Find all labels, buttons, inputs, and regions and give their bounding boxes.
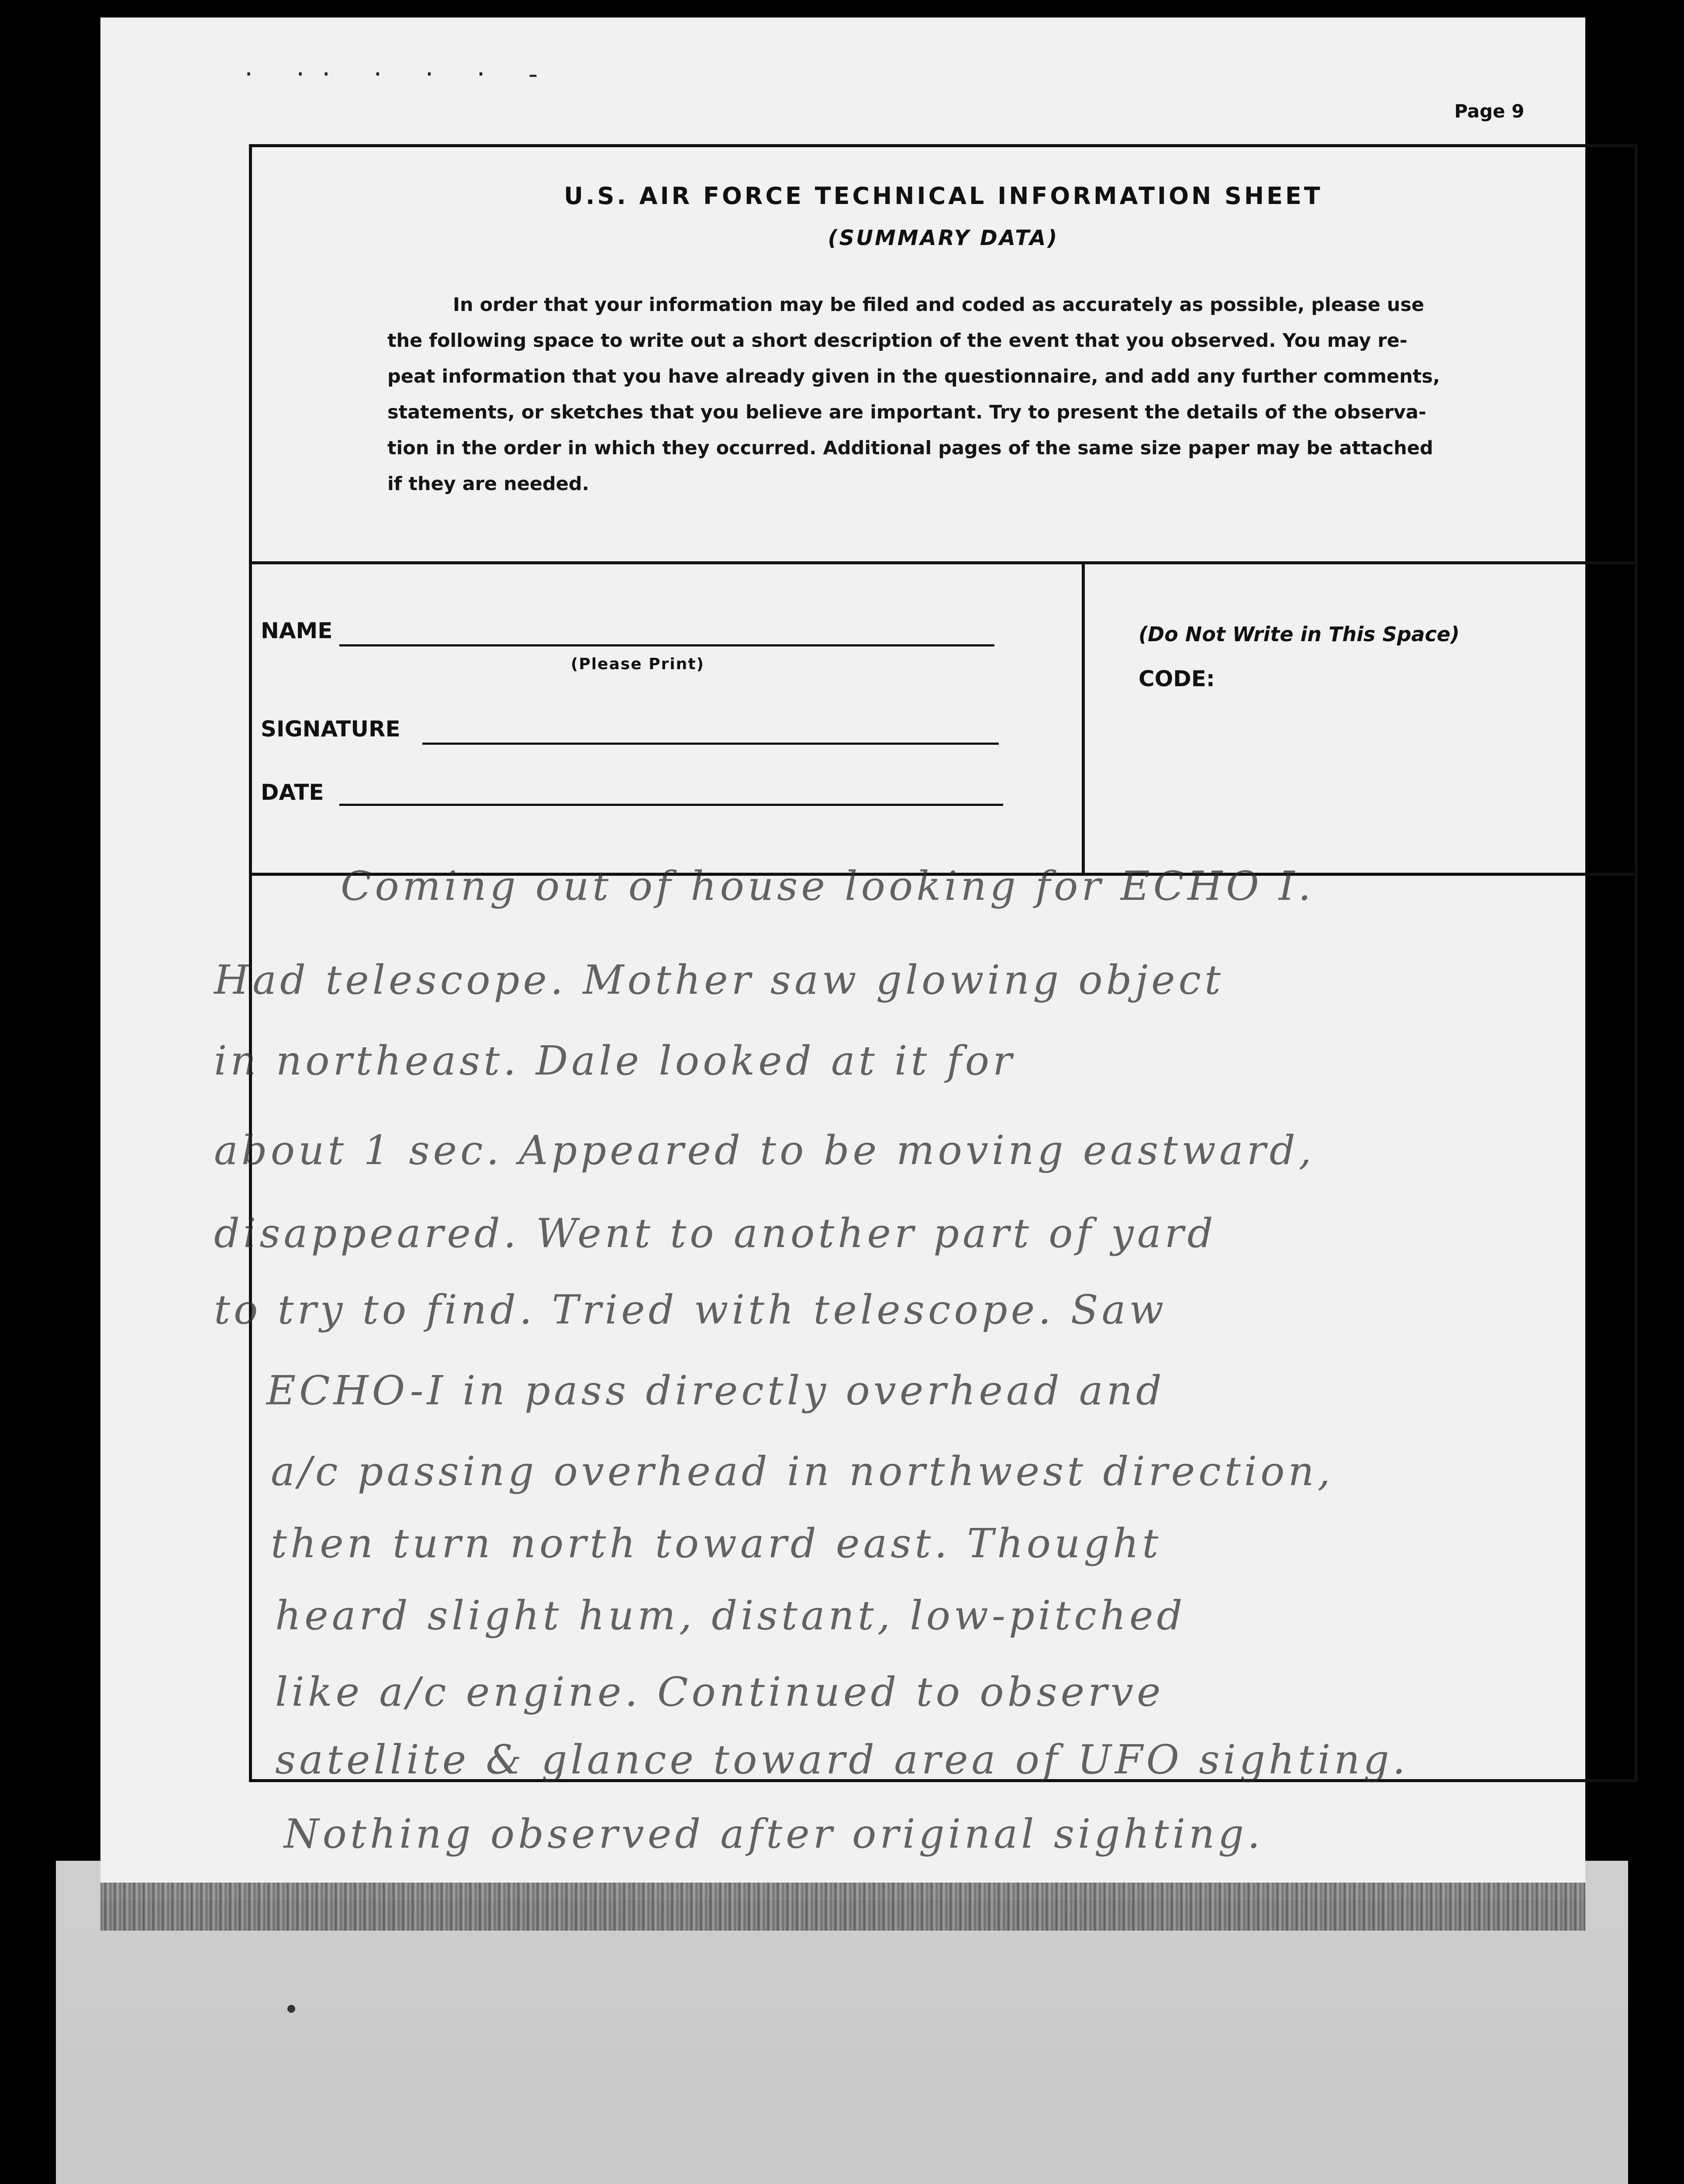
date-label: DATE (261, 780, 324, 805)
instruction-line: In order that your information may be filed and coded as accurately as possible, please use (453, 294, 1425, 316)
office-use-note: (Do Not Write in This Space) (1139, 622, 1460, 646)
signature-label: SIGNATURE (261, 716, 400, 742)
please-print-note: (Please Print) (571, 655, 705, 673)
handwritten-line: like a/c engine. Continued to observe (275, 1669, 1164, 1715)
signature-field[interactable] (422, 743, 999, 745)
document-page (100, 17, 1585, 1900)
handwritten-line: disappeared. Went to another part of yard (214, 1210, 1217, 1257)
handwritten-line: about 1 sec. Appeared to be moving eastward, (214, 1127, 1315, 1174)
handwritten-line: a/c passing overhead in northwest direction, (271, 1448, 1334, 1495)
name-field[interactable] (339, 644, 994, 646)
paper-bottom-edge (100, 1883, 1585, 1931)
name-label: NAME (261, 618, 333, 643)
handwritten-line: then turn north toward east. Thought (271, 1520, 1162, 1567)
instruction-line: if they are needed. (387, 473, 590, 495)
code-label: CODE: (1139, 666, 1215, 691)
section-divider (1082, 561, 1085, 876)
page-number: Page 9 (1454, 100, 1525, 122)
handwritten-line: Coming out of house looking for ECHO I. (341, 863, 1315, 909)
form-instructions (387, 287, 1667, 502)
scan-dust-mark (287, 2005, 295, 2013)
form-header (252, 147, 1635, 564)
handwritten-line: ECHO-I in pass directly overhead and (266, 1367, 1165, 1414)
handwritten-line: Had telescope. Mother saw glowing object (214, 957, 1225, 1003)
form-subtitle: (SUMMARY DATA) (828, 226, 1059, 250)
handwritten-line: Nothing observed after original sighting. (284, 1811, 1264, 1857)
date-field[interactable] (339, 804, 1003, 806)
handwritten-line: heard slight hum, distant, low-pitched (275, 1592, 1186, 1639)
handwritten-line: in northeast. Dale looked at it for (214, 1037, 1016, 1084)
instruction-line: peat information that you have already given in the questionnaire, and add any further comments, (387, 366, 1440, 387)
identity-section (252, 561, 1635, 876)
instruction-line: statements, or sketches that you believe are important. Try to present the details of the observa- (387, 401, 1426, 423)
scan-marks: · ·· · · · - (245, 59, 556, 90)
handwritten-line: to try to find. Tried with telescope. Saw (214, 1286, 1167, 1333)
handwritten-line: satellite & glance toward area of UFO sighting. (275, 1736, 1409, 1783)
form-title: U.S. AIR FORCE TECHNICAL INFORMATION SHEET (564, 182, 1323, 210)
instruction-line: the following space to write out a short description of the event that you observed. You may re- (387, 330, 1408, 352)
instruction-line: tion in the order in which they occurred. Additional pages of the same size paper may be attached (387, 437, 1433, 459)
